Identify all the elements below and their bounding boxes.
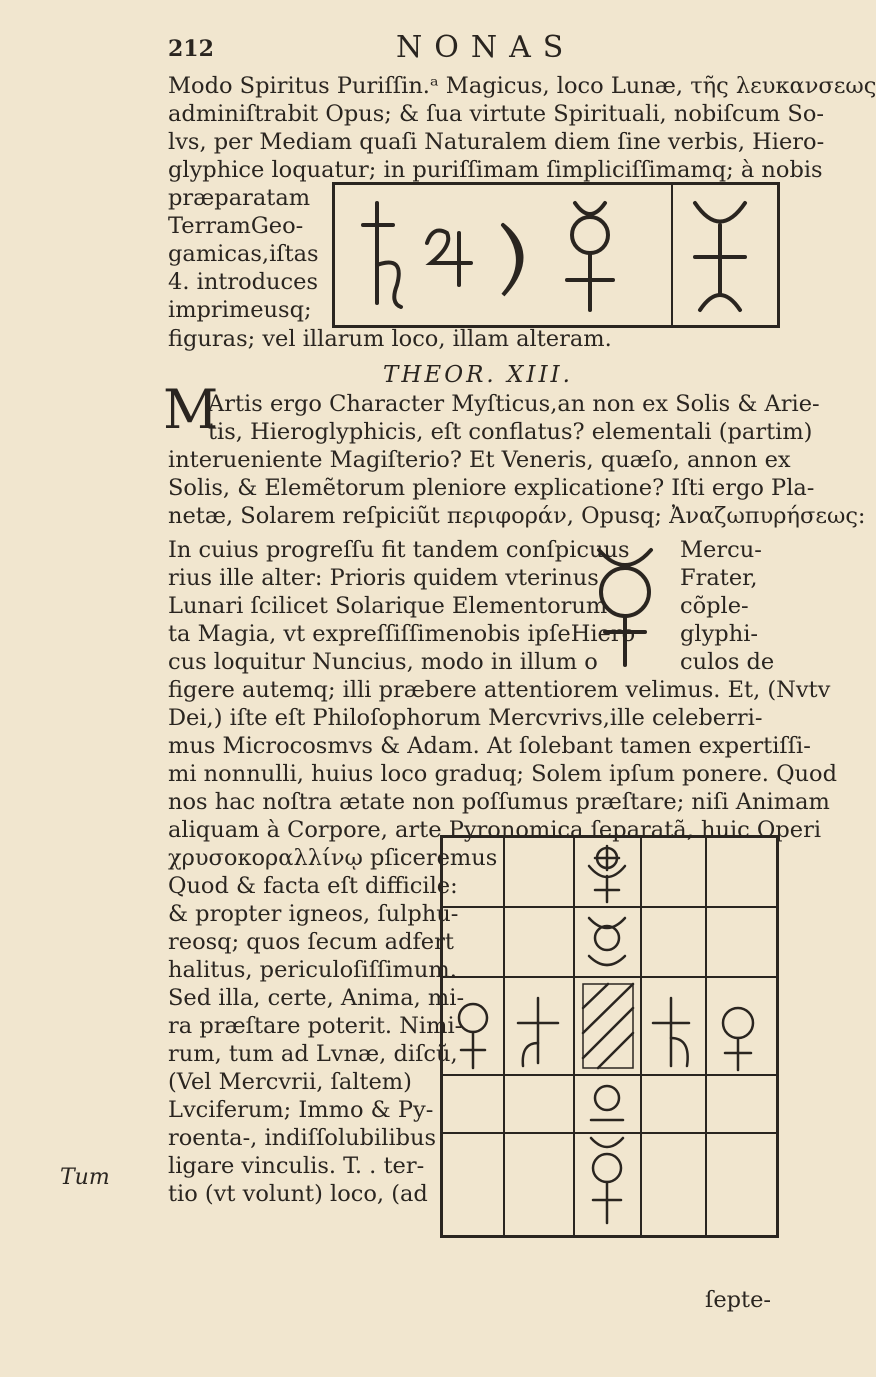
- text-line: reosq; quos ſecum adfert: [168, 929, 454, 955]
- text-line: Quod & facta eſt difficile:: [168, 873, 458, 899]
- saturn-symbol: [363, 203, 401, 307]
- side-text: glyphi-: [680, 621, 759, 647]
- text-line: Dei,) iſte eſt Philoſophorum Mercvrivs,ille celeberri-: [168, 705, 763, 731]
- table-symbol-saturn: [653, 998, 689, 1066]
- text-line: ta Magia, vt expreſſiſſimenobis ipſeHiero: [168, 621, 636, 647]
- text-line: Modo Spiritus Puriſſin.ᵃ Magicus, loco Lunæ, τῆς λευκανσεως: [168, 73, 876, 99]
- text-line: tio (vt volunt) loco, (ad: [168, 1181, 428, 1207]
- table-symbol-venus-2: [723, 1008, 753, 1070]
- text-line: aliquam à Corpore, arte Pyronomica ſeparatã, huic Operi: [168, 817, 822, 843]
- text-line: Solis, & Elemẽtorum pleniore explicatione? Iſti ergo Pla-: [168, 475, 815, 501]
- text-line: Lunari ſcilicet Solarique Elementorum: [168, 593, 608, 619]
- moon-symbol: [503, 225, 522, 295]
- table-symbols: [443, 838, 770, 1229]
- mercury-inline-symbol: [585, 540, 665, 670]
- text-line: halitus, periculoſiſſimum.: [168, 957, 457, 983]
- text-line: 4. introduces: [168, 269, 319, 295]
- table-symbol-venus: [459, 1004, 487, 1068]
- drop-cap: M: [163, 378, 219, 441]
- text-line: lvs, per Mediam quaſi Naturalem diem ſine verbis, Hiero-: [168, 129, 825, 155]
- text-line: In cuius progreſſu fit tandem conſpicuus: [168, 537, 630, 563]
- theorem-heading: THEOR. XIII.: [383, 362, 573, 388]
- text-line: nos hac noſtra ætate non poſſumus præſtare; niſi Animam: [168, 789, 830, 815]
- table-symbol-5: [591, 1138, 623, 1223]
- text-line: (Vel Mercvrii, ſaltem): [168, 1069, 412, 1095]
- text-line: gamicas,iſtas: [168, 241, 319, 267]
- jupiter-symbol: [427, 231, 471, 285]
- side-text: culos de: [680, 649, 775, 675]
- text-line: & propter igneos, ſulphu-: [168, 901, 459, 927]
- catchword: ſepte-: [705, 1287, 772, 1313]
- text-line: figuras; vel illarum loco, illam alteram.: [168, 326, 612, 352]
- symbol-figure: [332, 182, 780, 328]
- table-symbol-hatched: [583, 984, 633, 1068]
- page-header: [168, 30, 768, 74]
- page-number: 212: [168, 36, 214, 62]
- table-symbol-1: [589, 846, 625, 902]
- table-symbol-2: [589, 918, 625, 965]
- text-line: rius ille alter: Prioris quidem vterinus: [168, 565, 599, 591]
- side-text: Mercu-: [680, 537, 762, 563]
- mercury-symbol: [567, 203, 613, 310]
- table-symbol-jupiter: [518, 998, 558, 1066]
- text-line: imprimeusq;: [168, 297, 312, 323]
- text-line: TerramGeo-: [168, 213, 304, 239]
- text-line: rum, tum ad Lvnæ, diſcũ,: [168, 1041, 458, 1067]
- margin-note: Tum: [60, 1165, 110, 1190]
- text-line: cus loquitur Nuncius, modo in illum o: [168, 649, 598, 675]
- symbol-table: [440, 835, 779, 1238]
- text-line: tis, Hieroglyphicis, eſt conflatus? elementali (partim): [208, 419, 813, 445]
- text-line: Sed illa, certe, Anima, mi-: [168, 985, 465, 1011]
- text-line: Artis ergo Character Myſticus,an non ex Solis & Arie-: [208, 391, 820, 417]
- text-line: roenta-, indiſſolubilibus: [168, 1125, 437, 1151]
- text-line: glyphice loquatur; in puriſſimam ſimpliciſſimamq; à nobis: [168, 157, 823, 183]
- text-line: præparatam: [168, 185, 311, 211]
- running-title: NONAS: [396, 30, 576, 65]
- text-line: mus Microcosmvs & Adam. At ſolebant tamen expertiſſi-: [168, 733, 811, 759]
- side-text: Frater,: [680, 565, 758, 591]
- alchemical-symbols: [335, 185, 771, 319]
- inverted-symbol: [695, 203, 745, 310]
- side-text: cõple-: [680, 593, 749, 619]
- text-line: netæ, Solarem reſpiciũt περιφοράν, Opusq; Ἀναζωπυρήσεως:: [168, 503, 866, 529]
- text-line: interueniente Magiſterio? Et Veneris, quæſo, annon ex: [168, 447, 791, 473]
- table-symbol-sun: [591, 1086, 623, 1120]
- text-line: mi nonnulli, huius loco graduq; Solem ipſum ponere. Quod: [168, 761, 837, 787]
- figure-divider: [671, 185, 673, 325]
- text-line: χρυσοκοραλλίνῳ pſiceremus: [168, 845, 498, 871]
- text-line: Lvciferum; Immo & Py-: [168, 1097, 434, 1123]
- text-line: ra præſtare poterit. Nimi-: [168, 1013, 463, 1039]
- text-line: figere autemq; illi præbere attentiorem velimus. Et, (Nvtv: [168, 677, 831, 703]
- text-line: ligare vinculis. T. . ter-: [168, 1153, 425, 1179]
- text-line: adminiſtrabit Opus; & ſua virtute Spirituali, nobiſcum So-: [168, 101, 824, 127]
